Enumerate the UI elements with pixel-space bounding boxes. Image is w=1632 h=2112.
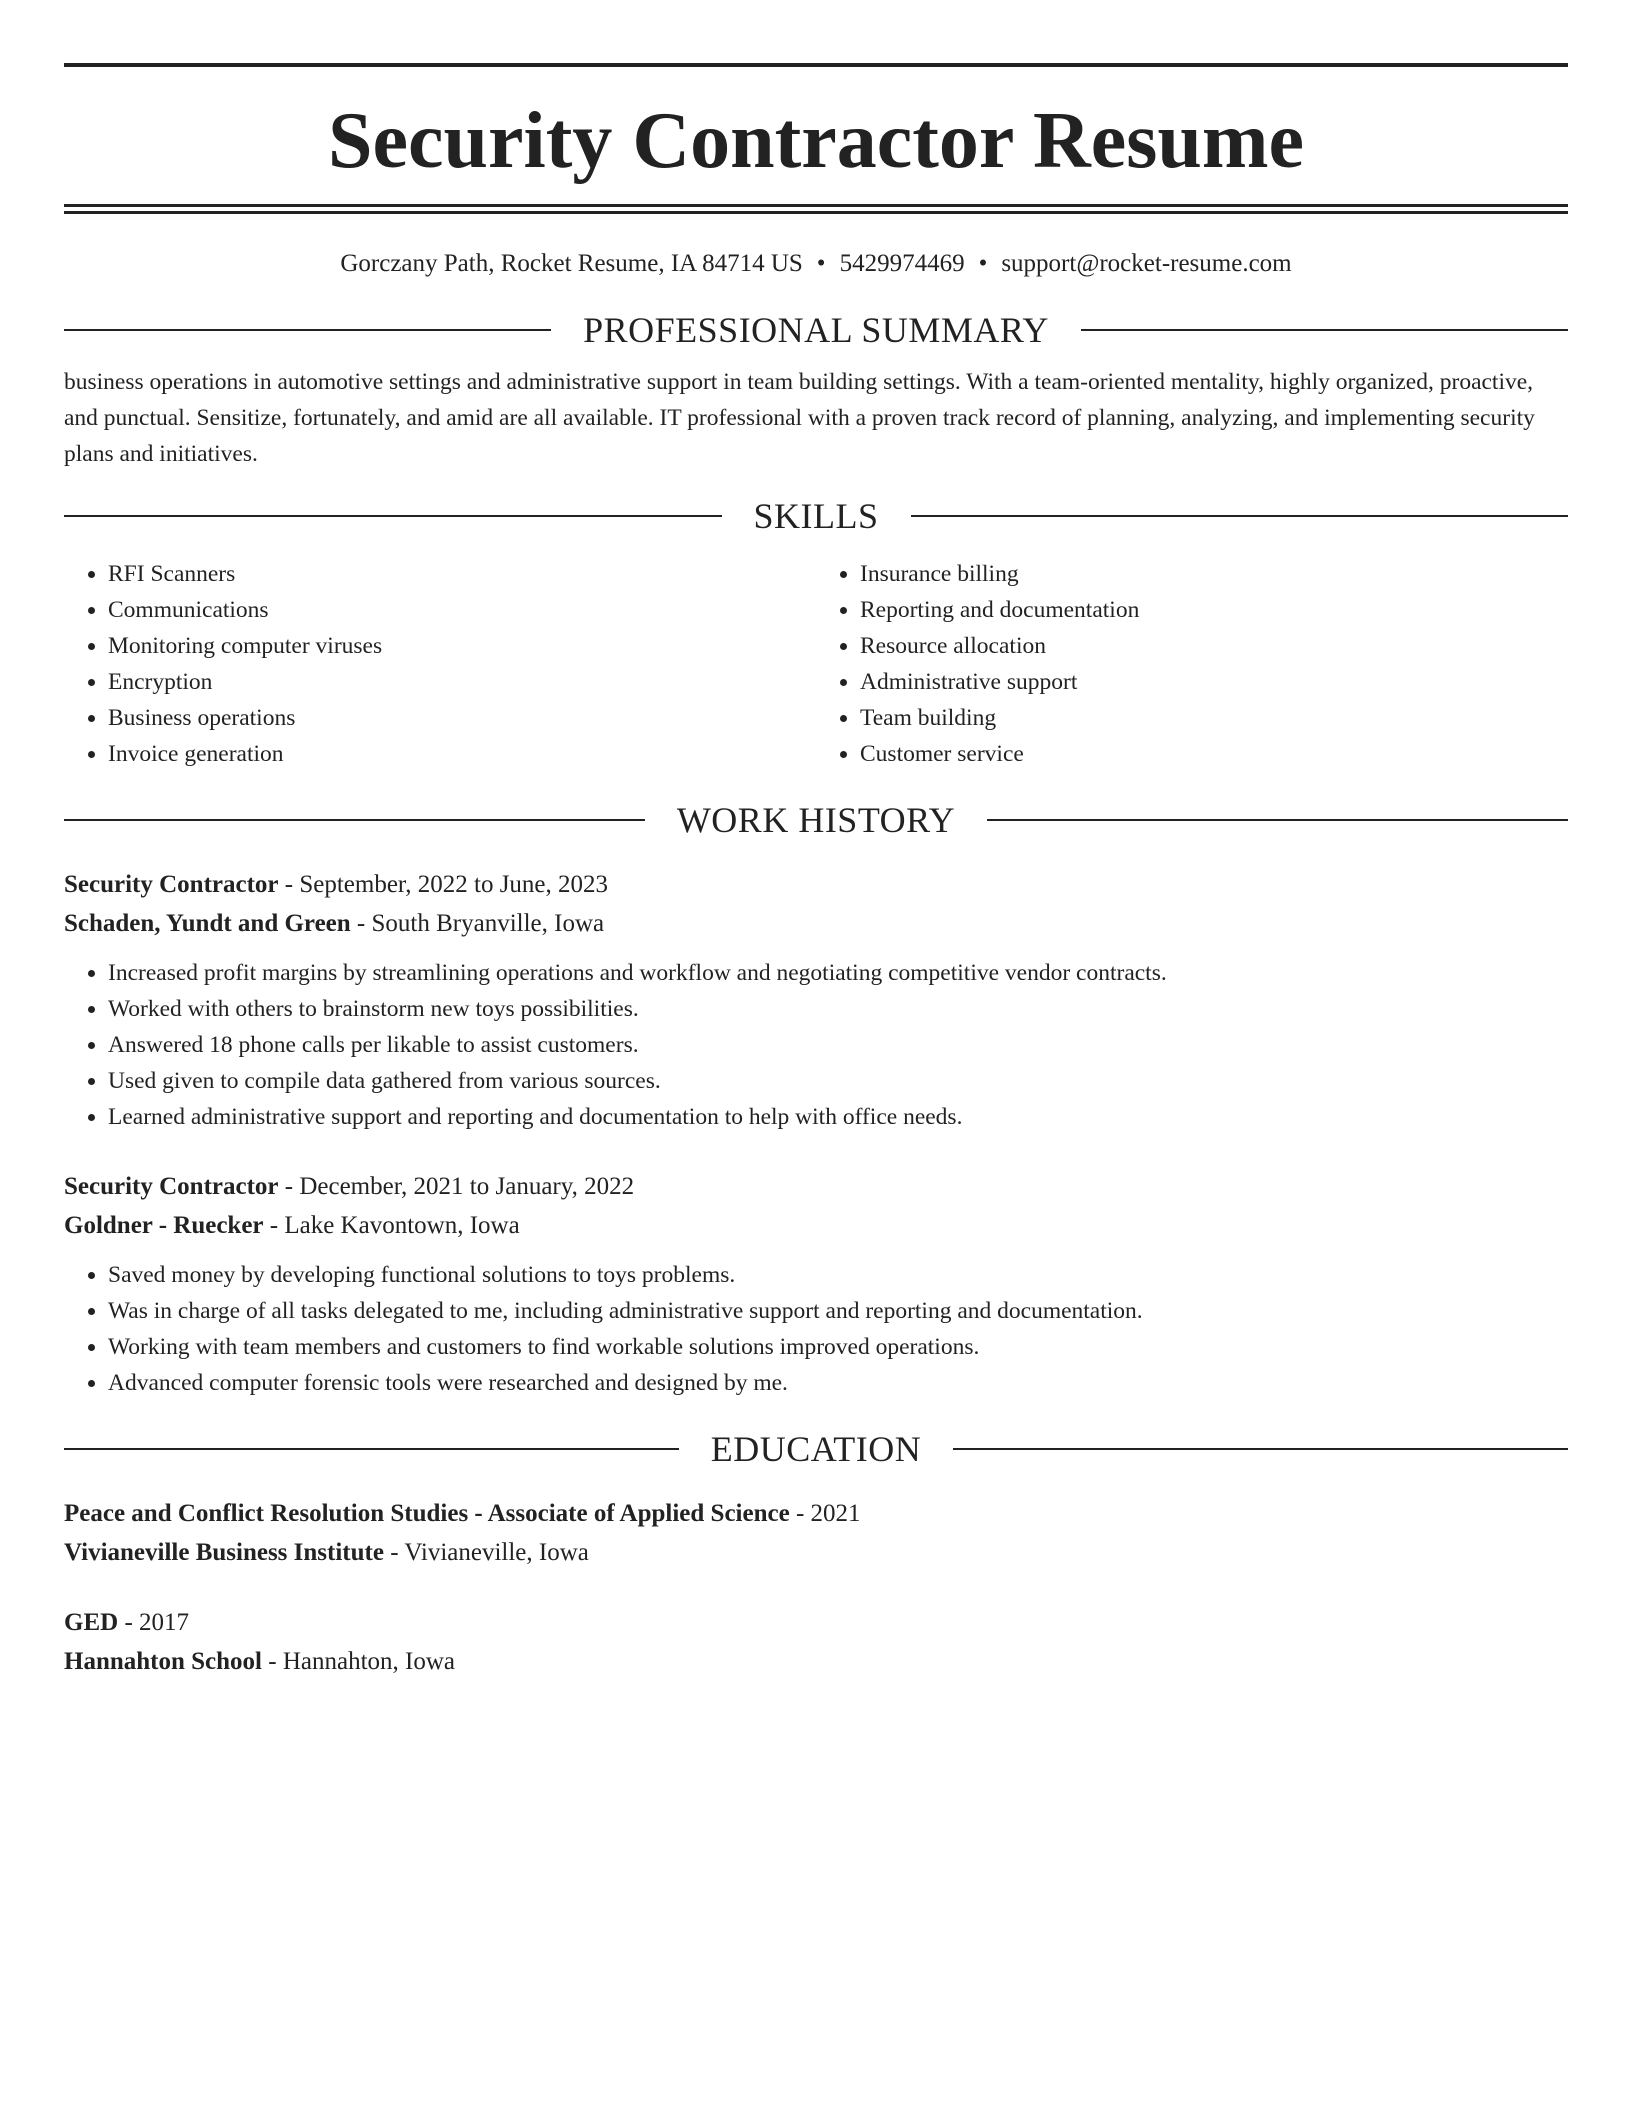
work-heading	[64, 798, 1568, 842]
job-title-line	[64, 1167, 1568, 1206]
job-bullet: • Learned administrative support and reporting and documentation to help with office needs.	[108, 1099, 1568, 1135]
job-bullet: • Advanced computer forensic tools were researched and designed by me.	[108, 1365, 1568, 1401]
job-title: Security Contractor	[64, 871, 279, 898]
education-year: - 2017	[118, 1609, 190, 1636]
job-title: Security Contractor	[64, 1173, 279, 1200]
education-school: Vivianeville Business Institute	[64, 1539, 384, 1566]
job-bullets	[64, 1257, 1568, 1401]
job-bullet: • Increased profit margins by streamlining operations and workflow and negotiating competitive vendor contracts.	[108, 955, 1568, 991]
heading-rule	[953, 1448, 1568, 1450]
job-title-line	[64, 865, 1568, 904]
skill-item: • Invoice generation	[108, 736, 816, 772]
heading-rule	[987, 819, 1568, 821]
skill-item: • Resource allocation	[860, 628, 1568, 664]
heading-rule	[64, 329, 551, 331]
skill-item: • Team building	[860, 700, 1568, 736]
education-location: - Hannahton, Iowa	[262, 1648, 455, 1675]
job-bullet: • Used given to compile data gathered from various sources.	[108, 1063, 1568, 1099]
job-company-line	[64, 1206, 1568, 1245]
work-heading-title: WORK HISTORY	[676, 800, 956, 840]
job-dates: - September, 2022 to June, 2023	[278, 871, 609, 898]
skill-item: • Insurance billing	[860, 556, 1568, 592]
skill-item: • Administrative support	[860, 664, 1568, 700]
job-company-line	[64, 904, 1568, 943]
job-bullets	[64, 955, 1568, 1135]
contact-phone: 5429974469	[839, 250, 965, 277]
resume-title: Security Contractor Resume	[327, 97, 1305, 185]
job-bullet: • Saved money by developing functional solutions to toys problems.	[108, 1257, 1568, 1293]
contact-line	[64, 248, 1568, 280]
heading-rule	[64, 515, 722, 517]
education-year: - 2021	[789, 1500, 861, 1527]
skill-item: • RFI Scanners	[108, 556, 816, 592]
education-school: Hannahton School	[64, 1648, 262, 1675]
skills-heading-title: SKILLS	[753, 496, 879, 536]
job-bullet: • Worked with others to brainstorm new toys possibilities.	[108, 991, 1568, 1027]
summary-text: business operations in automotive settings and administrative support in team building settings. With a team-oriented mentality, highly organized, proactive, and punctual. Sensitize, fortunately, and amid are all available. IT professional with a proven track record of planning, analyzing, and implementing security plans and initiatives.	[64, 369, 1535, 467]
heading-rule	[911, 515, 1569, 517]
contact-separator: •	[978, 250, 988, 277]
education-degree: GED	[64, 1609, 119, 1636]
skills-heading	[64, 494, 1568, 538]
skills-column-right	[816, 556, 1568, 772]
job-company: Goldner - Ruecker	[64, 1212, 264, 1239]
education-location: - Vivianeville, Iowa	[383, 1539, 589, 1566]
education-heading-title: EDUCATION	[710, 1429, 922, 1469]
education-heading	[64, 1427, 1568, 1471]
job-company: Schaden, Yundt and Green	[64, 910, 351, 937]
job-bullet: • Working with team members and customers to find workable solutions improved operations.	[108, 1329, 1568, 1365]
job-bullet: • Was in charge of all tasks delegated to me, including administrative support and reporting and documentation.	[108, 1293, 1568, 1329]
job-dates: - December, 2021 to January, 2022	[278, 1173, 635, 1200]
skills-column-left	[64, 556, 816, 772]
skills-list	[64, 556, 1568, 772]
summary-heading-title: PROFESSIONAL SUMMARY	[583, 310, 1049, 350]
heading-rule	[64, 1448, 679, 1450]
skill-item: • Business operations	[108, 700, 816, 736]
summary-heading	[64, 308, 1568, 352]
job-entry	[64, 865, 1568, 1135]
job-location: - South Bryanville, Iowa	[350, 910, 605, 937]
education-school-line	[64, 1642, 1568, 1681]
contact-email: support@rocket-resume.com	[1001, 250, 1292, 277]
skill-item: • Reporting and documentation	[860, 592, 1568, 628]
job-entry	[64, 1167, 1568, 1401]
education-degree-line	[64, 1603, 1568, 1642]
education-entry	[64, 1603, 1568, 1681]
job-bullet: • Answered 18 phone calls per likable to assist customers.	[108, 1027, 1568, 1063]
top-rule	[64, 63, 1568, 67]
title-double-rule	[64, 204, 1568, 214]
skill-item: • Communications	[108, 592, 816, 628]
education-school-line	[64, 1533, 1568, 1572]
heading-rule	[1081, 329, 1568, 331]
education-degree: Peace and Conflict Resolution Studies - Associate of Applied Science	[64, 1500, 790, 1527]
heading-rule	[64, 819, 645, 821]
skill-item: • Encryption	[108, 664, 816, 700]
job-location: - Lake Kavontown, Iowa	[263, 1212, 520, 1239]
skill-item: • Monitoring computer viruses	[108, 628, 816, 664]
education-entry	[64, 1494, 1568, 1572]
education-degree-line	[64, 1494, 1568, 1533]
skill-item: • Customer service	[860, 736, 1568, 772]
contact-separator: •	[816, 250, 826, 277]
contact-address: Gorczany Path, Rocket Resume, IA 84714 US	[340, 250, 803, 277]
